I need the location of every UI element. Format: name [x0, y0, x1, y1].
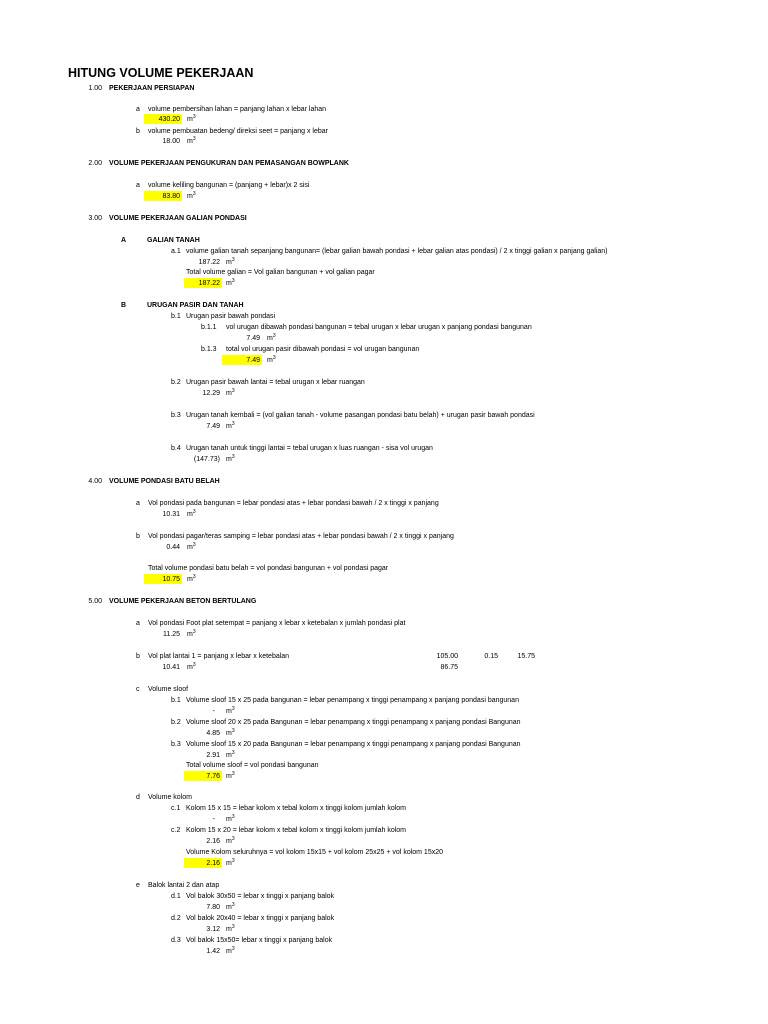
- unit: $m^3$: [226, 706, 235, 715]
- item-value: 3.12: [206, 926, 220, 933]
- unit: $m^3$: [187, 662, 196, 671]
- item-text: Volume sloof 15 x 20 pada Bangunan = lebar penampang x tinggi penampang x panjang pondasi Bangunan: [186, 741, 521, 748]
- subsection-label: B: [121, 302, 127, 309]
- section-number: 1.00: [88, 85, 102, 92]
- unit: $m^3$: [226, 257, 235, 266]
- item-text: Vol pondasi pagar/teras samping = lebar pondasi atas + lebar pondasi bawah / 2 x tinggi x panjang: [148, 533, 454, 540]
- cell-value: 105.00: [436, 653, 458, 660]
- item-text: Vol pondasi Foot plat setempat = panjang x lebar x ketebalan x jumlah pondasi plat: [148, 620, 406, 627]
- unit: $m^3$: [187, 191, 196, 200]
- item-value: 4.85: [206, 730, 220, 737]
- item-label: a: [136, 500, 140, 507]
- item-label: a: [136, 106, 140, 113]
- item-label: d.1: [171, 893, 181, 900]
- item-value: 1.42: [206, 948, 220, 955]
- section-heading: VOLUME PEKERJAAN BETON BERTULANG: [109, 598, 257, 605]
- item-label: b: [136, 653, 140, 660]
- total-text: Total volume sloof = vol pondasi bangunan: [186, 762, 319, 769]
- item-value: 430.20: [158, 116, 180, 123]
- total-value: 2.16: [206, 860, 220, 867]
- item-value: 0.44: [166, 544, 180, 551]
- item-label: c: [136, 686, 140, 693]
- total-value: 7.76: [206, 773, 220, 780]
- item-label: b.4: [171, 445, 181, 452]
- unit: $m^3$: [226, 814, 235, 823]
- item-text: volume keliling bangunan = (panjang + lebar)x 2 sisi: [148, 182, 310, 189]
- total-text: Volume Kolom seluruhnya = vol kolom 15x15 + vol kolom 25x25 + vol kolom 15x20: [186, 849, 444, 856]
- cell-value: 15.75: [517, 653, 535, 660]
- unit: $m^3$: [187, 542, 196, 551]
- item-text: total vol urugan pasir dibawah pondasi = vol urugan bangunan: [226, 346, 420, 353]
- item-value: 7.80: [206, 904, 220, 911]
- item-label: d.2: [171, 915, 181, 922]
- unit: $m^3$: [187, 509, 196, 518]
- item-text: Vol plat lantai 1 = panjang x lebar x ketebalan: [148, 653, 290, 660]
- item-text: Vol balok 20x40 = lebar x tinggi x panjang balok: [186, 915, 335, 922]
- item-text: volume pembuatan bedeng/ direksi seet = panjang x lebar: [148, 128, 328, 135]
- item-text: Balok lantai 2 dan atap: [148, 882, 220, 889]
- item-text: Vol pondasi pada bangunan = lebar pondasi atas + lebar pondasi bawah / 2 x tinggi x panjang: [148, 500, 439, 507]
- item-value: (147.73): [193, 456, 220, 463]
- item-label: b.1: [171, 697, 181, 704]
- unit: $m^3$: [187, 136, 196, 145]
- item-value: 2.16: [206, 838, 220, 845]
- item-text: vol urugan dibawah pondasi bangunan = tebal urugan x lebar urugan x panjang pondasi bangunan: [226, 324, 532, 331]
- item-text: Volume sloof 15 x 25 pada bangunan = lebar penampang x tinggi penampang x panjang pondasi bangunan: [186, 697, 519, 704]
- item-text: Volume sloof: [148, 686, 189, 693]
- item-value: 187.22: [198, 259, 220, 266]
- item-value: 7.49: [246, 357, 260, 364]
- section-heading: VOLUME PEKERJAAN PENGUKURAN DAN PEMASANGAN BOWPLANK: [109, 160, 349, 167]
- item-text: Kolom 15 x 20 = lebar kolom x tebal kolom x tinggi kolom jumlah kolom: [186, 827, 407, 834]
- unit: $m^3$: [226, 924, 235, 933]
- item-text: volume galian tanah sepanjang bangunan= (lebar galian bawah pondasi + lebar galian atas pondasi) / 2 x tinggi galian x panjang galian): [186, 248, 608, 255]
- item-value: -: [212, 708, 215, 715]
- item-value: 12.29: [202, 390, 220, 397]
- unit: $m^3$: [226, 858, 235, 867]
- section-number: 4.00: [88, 478, 102, 485]
- unit: $m^3$: [226, 454, 235, 463]
- section-heading: VOLUME PONDASI BATU BELAH: [109, 478, 220, 485]
- unit: $m^3$: [267, 333, 276, 342]
- section-heading: PEKERJAAN PERSIAPAN: [109, 85, 195, 92]
- item-label: a: [136, 620, 140, 627]
- item-label: a: [136, 182, 140, 189]
- subsection-heading: GALIAN TANAH: [147, 237, 200, 244]
- item-text: Urugan pasir bawah lantai = tebal urugan x lebar ruangan: [186, 379, 365, 386]
- subsection-label: A: [121, 237, 127, 244]
- item-label: b.3: [171, 741, 181, 748]
- item-label: b.1: [171, 313, 181, 320]
- unit: $m^3$: [187, 629, 196, 638]
- section-number: 5.00: [88, 598, 102, 605]
- item-value: 83.80: [162, 193, 180, 200]
- item-label: c.1: [171, 805, 181, 812]
- subsection-heading: URUGAN PASIR DAN TANAH: [147, 302, 244, 309]
- item-value: 7.49: [246, 335, 260, 342]
- item-text: Volume kolom: [148, 794, 192, 801]
- item-value: 7.49: [206, 423, 220, 430]
- item-value: 11.25: [163, 631, 180, 638]
- item-label: b.2: [171, 379, 181, 386]
- item-label: b.1.1: [201, 324, 217, 331]
- unit: $m^3$: [226, 750, 235, 759]
- item-label: a.1: [171, 248, 181, 255]
- item-value: -: [212, 816, 215, 823]
- total-text: Total volume galian = Vol galian bangunan + vol galian pagar: [186, 269, 375, 276]
- unit: $m^3$: [187, 114, 196, 123]
- item-label: b.2: [171, 719, 181, 726]
- item-text: Urugan tanah untuk tinggi lantai = tebal urugan x luas ruangan - sisa vol urugan: [186, 445, 433, 452]
- item-value: 10.41: [162, 664, 180, 671]
- unit: $m^3$: [226, 278, 235, 287]
- item-label: b: [136, 128, 140, 135]
- item-label: b.3: [171, 412, 181, 419]
- unit: $m^3$: [187, 574, 196, 583]
- section-number: 3.00: [88, 215, 102, 222]
- unit: $m^3$: [226, 728, 235, 737]
- cell-value: 0.15: [484, 653, 498, 660]
- item-label: b: [136, 533, 140, 540]
- item-value: 10.31: [162, 511, 180, 518]
- item-label: d: [136, 794, 140, 801]
- item-label: e: [136, 882, 140, 889]
- item-text: Urugan tanah kembali = (vol galian tanah - volume pasangan pondasi batu belah) + urugan pasir bawah pondasi: [186, 412, 535, 419]
- unit: $m^3$: [267, 355, 276, 364]
- item-text: Vol balok 30x50 = lebar x tinggi x panjang balok: [186, 893, 335, 900]
- section-heading: VOLUME PEKERJAAN GALIAN PONDASI: [109, 215, 247, 222]
- item-text: Urugan pasir bawah pondasi: [186, 313, 276, 320]
- cell-value: 86.75: [440, 664, 458, 671]
- unit: $m^3$: [226, 421, 235, 430]
- total-text: Total volume pondasi batu belah = vol pondasi bangunan + vol pondasi pagar: [148, 565, 389, 572]
- unit: $m^3$: [226, 388, 235, 397]
- unit: $m^3$: [226, 771, 235, 780]
- item-label: c.2: [171, 827, 181, 834]
- item-label: b.1.3: [201, 346, 217, 353]
- total-value: 187.22: [198, 280, 220, 287]
- item-text: volume pembersihan lahan = panjang lahan x lebar lahan: [148, 106, 327, 113]
- item-label: d.3: [171, 937, 181, 944]
- item-text: Volume sloof 20 x 25 pada Bangunan = lebar penampang x tinggi penampang x panjang pondasi Bangunan: [186, 719, 521, 726]
- unit: $m^3$: [226, 836, 235, 845]
- page-title: HITUNG VOLUME PEKERJAAN: [68, 66, 254, 80]
- unit: $m^3$: [226, 902, 235, 911]
- total-value: 10.75: [162, 576, 180, 583]
- item-text: Kolom 15 x 15 = lebar kolom x tebal kolom x tinggi kolom jumlah kolom: [186, 805, 407, 812]
- item-text: Vol balok 15x50= lebar x tinggi x panjang balok: [186, 937, 333, 944]
- unit: $m^3$: [226, 946, 235, 955]
- item-value: 18.00: [162, 138, 180, 145]
- item-value: 2.91: [206, 752, 220, 759]
- section-number: 2.00: [88, 160, 102, 167]
